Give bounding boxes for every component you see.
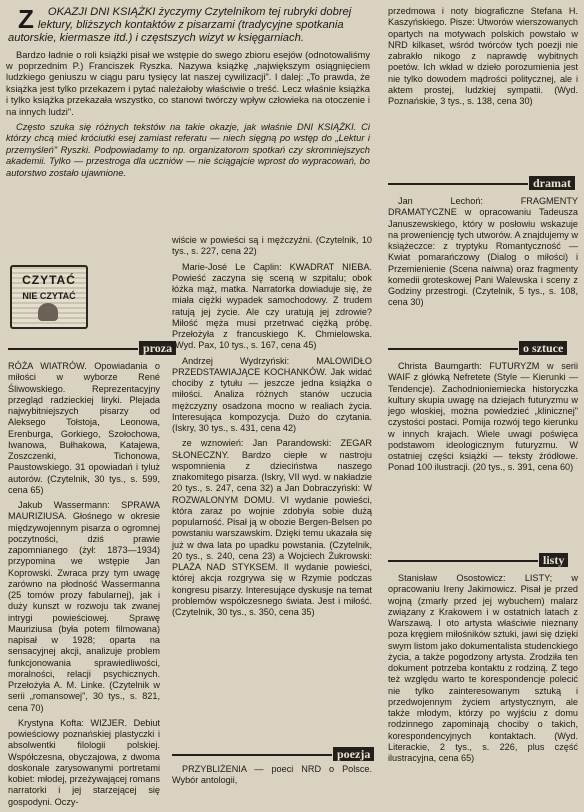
review-wassermann: Jakub Wassermann: SPRAWA MAURIZIUSA. Głośnego w okresie międzywojennym pisarza o ogromnej poczytności, dziś prawie zapomnianego (żył: 1873—1934) przypomina we wstępie Jan Koprowski. Zwraca przy tym uwagę zarówno na płodność Wassermanna (25 tomów prozy fabularnej), jak i duży kunszt w rozwoju tak zwanej intrygi powieściowej. Sprawę Mauriziusa (była potem filmowana) napisał w 1928; oparta na sensacyjnej akcji, analizuje problem funkcjonowania sprawiedliwości, moralności, relacji psychicznych. Przełożyła A. M. Linke. (Czytelnik w serii „romansowej", 30 tys., s. 821, cena 70) [8,500,160,713]
intro-lead-text: OKAZJI DNI KSIĄŻKI życzymy Czytelnikom tej rubryki dobrej lektury, bliższych kontaktów z pisarzami (tradycyjne spotkania autorskie, kiermasze itd.) i częstszych wizyt w księgarniach. [8,6,352,45]
review-kofta: Krystyna Kofta: WIZJER. Debiut powieściowy poznańskiej plastyczki i absolwentki filologii polskiej. Współczesna, obyczajowa, z dwoma doskonale zarysowanymi portretami kobiet: młodej, przeżywającej romans narratorki i jej starzejącej się gospodyni. Oczy- [8,717,160,807]
column-3-o-sztuce [388,361,578,478]
review-osostowicz: Stanisław Osostowicz: LISTY; w opracowaniu Ireny Jakimowicz. Pisał je przed wojną (zmarły przed jej wybuchem) malarz związany z Krakowem i w ostatnich latach z Warszawą. I oto artysta właściwie nieznany poza kręgiem miłośników sztuki, jawi się dzięki swym listom jako dokumentalista studenckiego życia, a także pogodzony artysta. Zrodziła ten dokument potrzeba kontaktu z rodziną. Z tego też względu warto te korespondencje polecić nie tylko zainteresowanym sztuką i przedwojennym życiem artystycznym, ale także młodym, którzy po wyjściu z domu rodzinnego zapominają chociby o takich, korespondencyjnych kontaktach. (Wyd. Literackie, 2 tys., s. 226, plus część ilustracyjna, cena 65) [388,573,578,763]
review-continuation: wiście w powieści są i mężczyźni. (Czytelnik, 10 tys., s. 227, cena 22) [172,235,372,257]
intro-paragraph-2: Często szuka się różnych tekstów na takie okazje, jak właśnie DNI KSIĄŻKI. Ci którzy chcą mieć króciutki esej zamiast referatu — niech sięgną po wstęp do „Lektur i przemyśleń" Ryszki. Podpowiadamy to np. organizatorom spotkań czy skromniejszych akademii. Tylko — przestroga dla uczniów — nie ściągajcie wprost do wypracowań, bo autorstwo zostało ujawnione. [6,122,370,178]
o-sztuce-rule [388,348,518,350]
column-3-listy [388,573,578,768]
review-wydrzynski: Andrzej Wydrzyński: MALOWIDŁO PRZEDSTAWIAJĄCE KOCHANKÓW. Jak widać chociby z tytułu — jeszcze jedna książka o miłości. Analiza różnych stanów uczucia mężczyzny osadzona mocno w realiach życia. Interesująca kompozycja. Dużo do czytania. (Iskry, 30 tys., s. 431, cena 42) [172,355,372,433]
review-reprints: ze wznowień: Jan Parandowski: ZEGAR SŁONECZNY. Bardzo ciepłe w nastroju wspomnienia z dzieciństwa naszego znakomitego pisarza. (Iskry, VII wyd. w nakładzie 20 tys., s. 247, cena 32) a Jan Dobraczyński: W ROZWALONYM DOMU. VI wydanie powieści, która zaraz po wojnie zdobyła sobie dużą popularność. Pisał ją w obozie Bergen-Belsen po powstaniu warszawskim. Dzięki temu ukazała się już w dwa lata po upadku powstania. (Czytelnik, 20 tys., s. 240, cena 23) a Wojciech Żukrowski: PLAŻA NAD STYKSEM. II wydanie powieści, której akcja rozgrywa się w Rzymie podczas kongresu pisarzy. Interesujące dyskusje na temat problemów współczesnego świata. Jest i miłość. (Czytelnik, 30 tys., s. 350, cena 35) [172,438,372,617]
listy-rule [388,560,538,562]
drop-cap: Z [18,4,34,34]
intro-lead [6,6,370,46]
section-header-o-sztuce: o sztuce [519,341,567,355]
intro-paragraph-1: Bardzo ładnie o roli książki pisał we wstępie do swego zbioru esejów (odnotowaliśmy w poprzednim P.) Franciszek Ryszka. Nazywa książkę „największym osiągnięciem ludzkiego geniuszu w ciągu paru tysięcy lat naszej cywilizacji". I dalej: „To prawda, że książka jest tylko przekazem i pytać należałoby właściwie o treść. Lecz właśnie książka i tylko książka przekazała wszystko, co stanowi twórczy wpływ człowieka na otoczenie i na innych ludzi". [6,49,370,117]
reader-figure-icon [38,303,58,321]
dramat-rule [388,183,528,185]
column-3-dramat [388,196,578,313]
stamp-line-1: CZYTAĆ [22,273,76,287]
section-header-poezja: poezja [333,747,374,761]
czytac-nie-czytac-stamp [10,265,88,329]
poezja-rule [172,754,332,756]
column-3 [388,6,578,111]
column-1 [8,361,160,812]
review-le-caplin: Marie-José Le Caplin: KWADRAT NIEBA. Powieść zaczyna się sceną w szpitalu; obok łóżka mąż, matka. Narratorka dowiaduje się, że miała ciężki wypadek samochodowy. Z trudem ratują jej życie. Ale czy uratują jej zdrowie? Miłość męża musi przetrwać ciężką próbę. Przełożyła z francuskiego K. Chmielowska. (Wyd. Pax, 10 tys., s. 167, cena 45) [172,261,372,351]
review-przyblizenia-cont: przedmowa i noty biograficzne Stefana H. Kaszyńskiego. Pisze: Utworów wierszowanych opartych na motywach polskich powstało w NRD kilkaset, wśród twórców tych poezji nie zabrakło nikogo z naprawdę wybitnych poetów. Ich wkład w dzieło porozumienia jest nie tylko dowodem mądrości politycznej, ale i aktem prostej, ludzkiej sympatii. (Wyd. Poznańskie, 3 tys., s. 138, cena 30) [388,6,578,106]
review-roza-wiatrow: RÓŻA WIATRÓW. Opowiadania o miłości w wyborze René Śliwowskiego. Reprezentacyjny przegląd radzieckiej liryki. Plejada najwybitniejszych pisarzy od Aleksego Tołstoja, Leonowa, Erenburga, Gorkiego, Szołochowa, Iwanowa, Bułhakowa, Katajewa, Zoszczenki, Tichonowa, Paustowskiego. 31 opowiadań i tyluż autorów. (Czytelnik, 30 tys., s. 599, cena 65) [8,361,160,495]
review-przyblizenia: PRZYBLIŻENIA — poeci NRD o Polsce. Wybór antologii, [172,764,372,786]
review-lechon: Jan Lechoń: FRAGMENTY DRAMATYCZNE w opracowaniu Tadeusza Januszewskiego, który w posłowiu wskazuje na proweniencję tych utworów. A znajdujemy w książeczce: z tryptyku Romantyczność — Kwiat pomarańczowy (Dialog o miłości) i Przemienienie (Scena naiwna) oraz fragmenty komedii groteskowej Pani Walewska i sceny z Godziny przestrogi. (Czytelnik, 5 tys., s. 108, cena 30) [388,196,578,308]
column-2 [172,235,372,622]
section-header-dramat: dramat [529,176,575,190]
section-header-listy: listy [539,553,568,567]
section-header-proza: proza [139,341,176,355]
column-2-bottom [172,764,372,791]
review-baumgarth: Christa Baumgarth: FUTURYZM w serii WAIF z główką Nefretete (Style — Kierunki — Tendencje). Zachodnioniemiecka historyczka kultury skupia uwagę na dziejach futuryzmu w jego włoskiej, można powiedzieć „klinicznej" czystości postaci. Pomija rozwój tego kierunku w innych krajach. Wiele uwagi poświęca podstawom ideologicznym futuryzmu. W ostatniej części książki — teksty źródłowe. Ponad 100 ilustracji. (20 tys., s. 391, cena 60) [388,361,578,473]
intro-column [6,6,370,183]
proza-rule [8,348,138,350]
stamp-line-2: NIE CZYTAĆ [22,291,76,301]
